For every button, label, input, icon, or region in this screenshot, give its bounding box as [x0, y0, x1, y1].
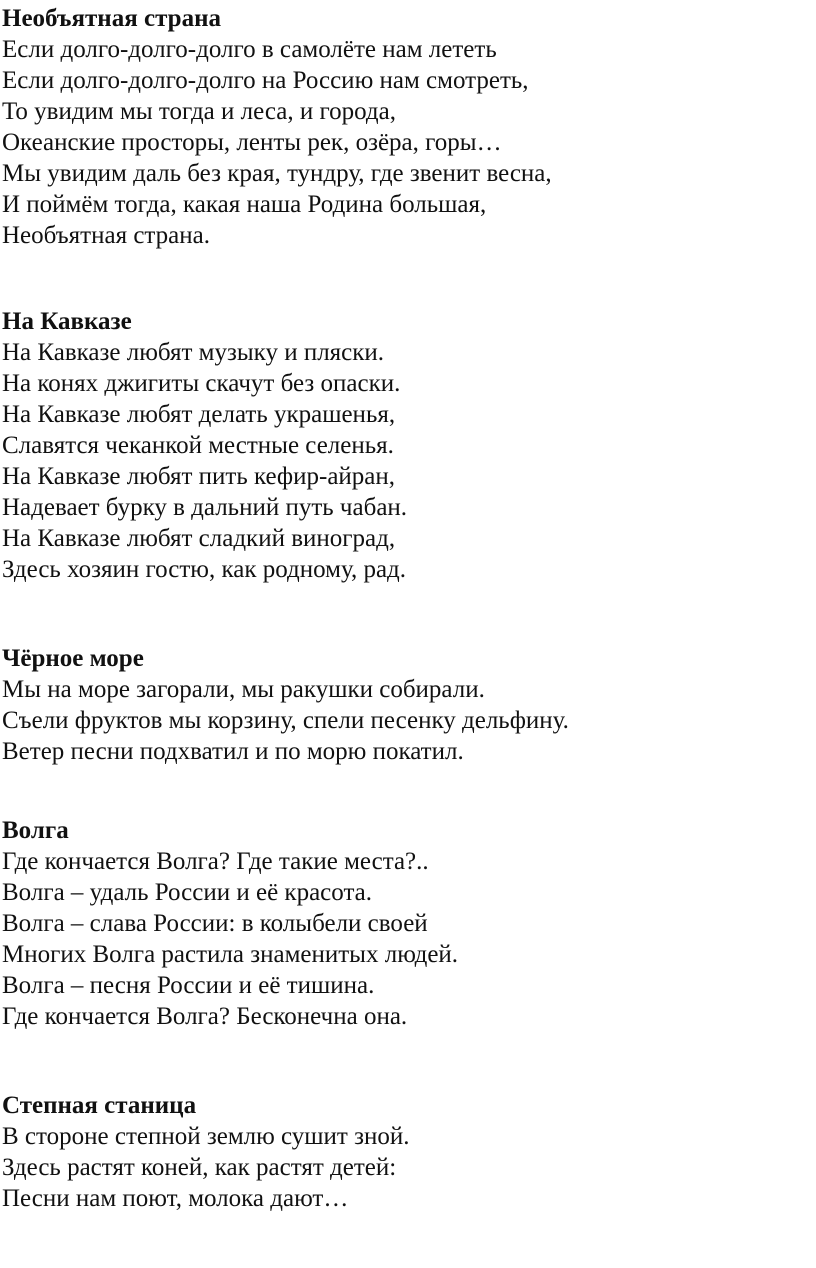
poem-line: То увидим мы тогда и леса, и города,: [2, 98, 396, 125]
poem-line: На Кавказе любят делать украшенья,: [2, 401, 396, 428]
poem-line: Песни нам поют, молока дают…: [2, 1185, 349, 1212]
poem-line: На Кавказе любят музыку и пляски.: [2, 339, 385, 366]
poem-line: На конях джигиты скачут без опаски.: [2, 370, 401, 397]
poem-line: Здесь хозяин гостю, как родному, рад.: [2, 556, 407, 583]
poem-title: Чёрное море: [2, 645, 144, 672]
poem-line: Надевает бурку в дальний путь чабан.: [2, 494, 408, 521]
poem-line: Если долго-долго-долго в самолёте нам лететь: [2, 36, 497, 63]
poem-line: Океанские просторы, ленты рек, озёра, горы…: [2, 129, 502, 156]
poem-title: На Кавказе: [2, 308, 132, 335]
poem-line: Ветер песни подхватил и по морю покатил.: [2, 738, 464, 765]
poem-title: Степная станица: [2, 1092, 197, 1119]
poem-line: Если долго-долго-долго на Россию нам смотреть,: [2, 67, 529, 94]
poem-title: Необъятная страна: [2, 5, 221, 32]
poem-volga: [2, 815, 812, 1032]
poem-line: Славятся чеканкой местные селенья.: [2, 432, 394, 459]
poem-line: В стороне степной землю сушит зной.: [2, 1123, 410, 1150]
poem-line: Здесь растят коней, как растят детей:: [2, 1154, 397, 1181]
poem-line: Необъятная страна.: [2, 222, 210, 249]
poem-na-kavkaze: [2, 306, 812, 585]
poem-line: На Кавказе любят пить кефир-айран,: [2, 463, 396, 490]
poem-line: Волга – удаль России и её красота.: [2, 879, 373, 906]
poem-line: Многих Волга растила знаменитых людей.: [2, 941, 459, 968]
poem-line: Где кончается Волга? Бесконечна она.: [2, 1003, 408, 1030]
poem-stepnaya-stanitsa: [2, 1090, 812, 1214]
poem-neobyatnaya-strana: [2, 3, 812, 251]
poem-line: На Кавказе любят сладкий виноград,: [2, 525, 396, 552]
poem-line: И поймём тогда, какая наша Родина большая,: [2, 191, 487, 218]
poem-line: Где кончается Волга? Где такие места?..: [2, 848, 429, 875]
poem-line: Волга – слава России: в колыбели своей: [2, 910, 428, 937]
poem-line: Волга – песня России и её тишина.: [2, 972, 375, 999]
poem-title: Волга: [2, 817, 69, 844]
poem-line: Мы на море загорали, мы ракушки собирали.: [2, 676, 485, 703]
poem-chyornoe-more: [2, 643, 812, 767]
poem-line: Мы увидим даль без края, тундру, где звенит весна,: [2, 160, 552, 187]
poem-line: Съели фруктов мы корзину, спели песенку дельфину.: [2, 707, 569, 734]
